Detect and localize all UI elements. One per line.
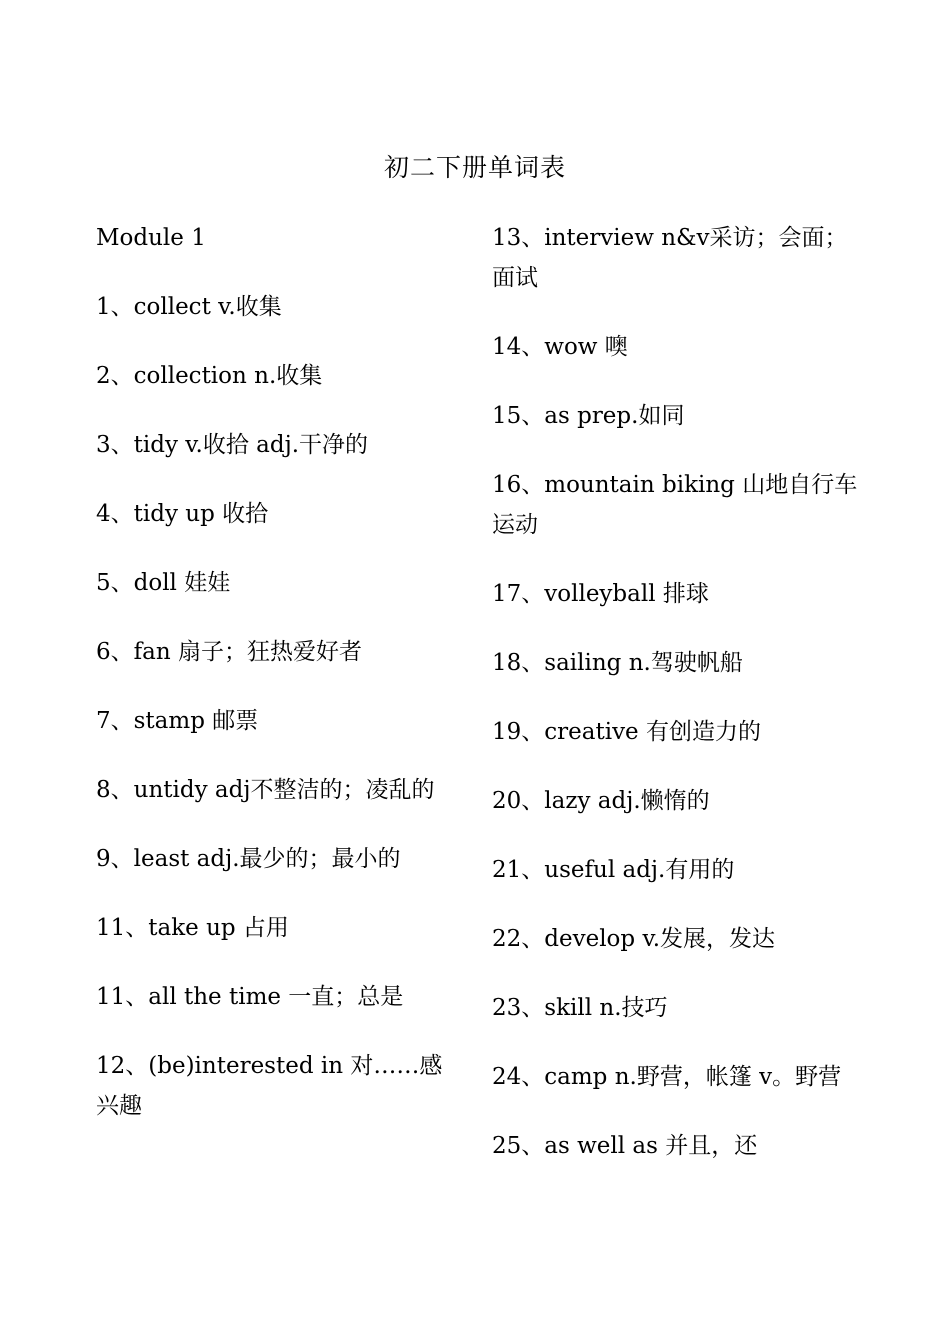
vocabulary-entry: 9、least adj.最少的；最小的 [96,846,401,872]
vocabulary-entry: 4、tidy up 收拾 [96,501,269,527]
vocabulary-entry: 19、creative 有创造力的 [492,719,761,745]
vocabulary-entry: 3、tidy v.收拾 adj.干净的 [96,432,369,458]
vocabulary-entry: 15、as prep.如同 [492,403,685,429]
vocabulary-entry: 24、camp n.野营，帐篷 v。野营 [492,1064,842,1090]
vocabulary-entry: 21、useful adj.有用的 [492,857,735,883]
vocabulary-entry: 18、sailing n.驾驶帆船 [492,650,743,676]
vocabulary-entry: 13、interview n&v采访；会面；面试 [492,225,848,291]
vocabulary-entry: 11、take up 占用 [96,915,289,941]
vocabulary-entry: 7、stamp 邮票 [96,708,259,734]
vocabulary-entry: 2、collection n.收集 [96,363,323,389]
vocabulary-entry: 5、doll 娃娃 [96,570,231,596]
module-heading: Module 1 [96,225,206,251]
vocabulary-entry: 25、as well as 并且，还 [492,1133,758,1159]
vocabulary-entry: 11、all the time 一直；总是 [96,984,404,1010]
vocabulary-column-right [492,218,862,1195]
vocabulary-entry: 14、wow 噢 [492,334,628,360]
vocabulary-entry: 1、collect v.收集 [96,294,282,320]
vocabulary-entry: 17、volleyball 排球 [492,581,709,607]
vocabulary-entry: 16、mountain biking 山地自行车运动 [492,472,858,538]
vocabulary-entry: 20、lazy adj.懒惰的 [492,788,710,814]
vocabulary-entry: 12、(be)interested in 对……感兴趣 [96,1053,443,1119]
vocabulary-column-left [96,218,462,1155]
vocabulary-entry: 23、skill n.技巧 [492,995,668,1021]
vocabulary-entry: 22、develop v.发展，发达 [492,926,776,952]
vocabulary-entry: 6、fan 扇子；狂热爱好者 [96,639,362,665]
page-title: 初二下册单词表 [383,153,566,182]
vocabulary-entry: 8、untidy adj不整洁的；凌乱的 [96,777,435,803]
